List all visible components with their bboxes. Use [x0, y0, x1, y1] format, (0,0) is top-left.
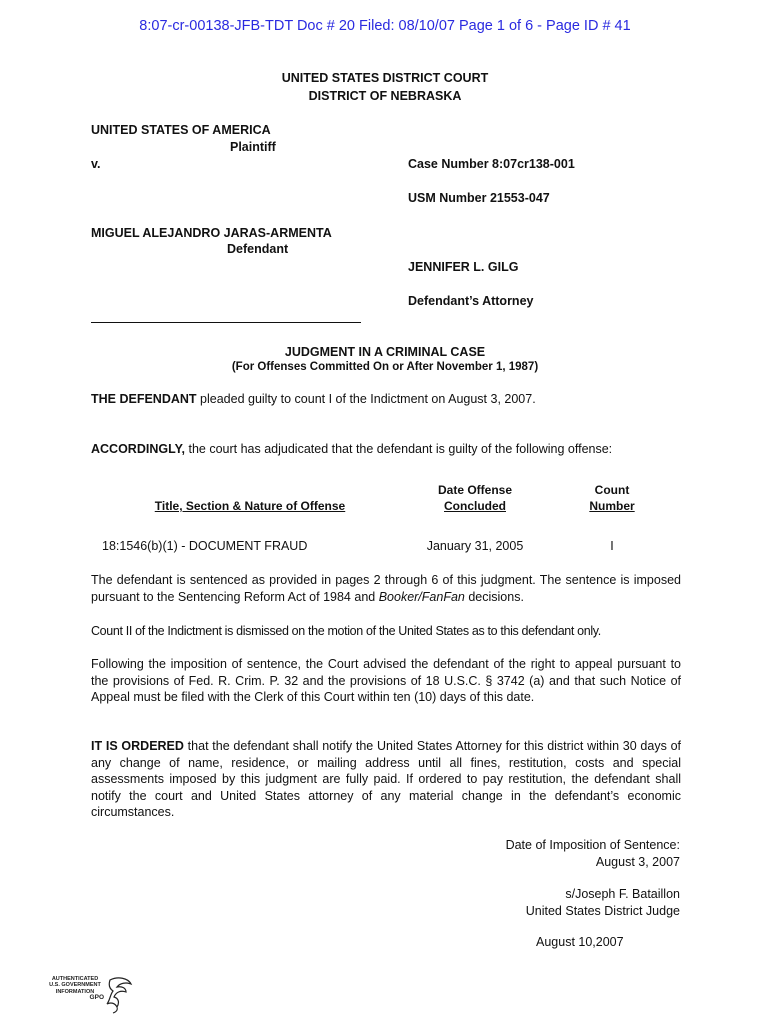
- gpo-logo-line1: AUTHENTICATED: [51, 976, 99, 982]
- plea-lead: THE DEFENDANT: [91, 392, 197, 406]
- judge-title: United States District Judge: [525, 903, 680, 918]
- sentence-text-a: The defendant is sentenced as provided in pages 2 through 6 of this judgment. The sentence is imposed pursuant to the Sentencing Reform Act of 1984 and: [91, 573, 681, 604]
- accordingly-text: the court has adjudicated that the defendant is guilty of the following offense:: [185, 442, 613, 456]
- signature-block: [526, 886, 680, 919]
- sentence-case-name: Booker/FanFan: [378, 589, 465, 604]
- sentence-text-b: decisions.: [464, 589, 524, 604]
- ordered-text: that the defendant shall notify the United States Attorney for this district within 30 days of any change of name, residence, or mailing address until all fines, restitution, costs and special assessments imposed by this judgment are fully paid. If ordered to pay restitution, the defendant shall notify the court and United States attorney of any material change in the defendant’s economic circumstances.: [91, 739, 682, 819]
- table-header-date-line1: Date Offense: [437, 483, 513, 497]
- gpo-logo-line3: INFORMATION: [55, 988, 95, 995]
- plaintiff-name: UNITED STATES OF AMERICA: [91, 123, 271, 137]
- versus-label: v.: [91, 157, 101, 171]
- table-header-date-line2: Concluded: [444, 499, 506, 513]
- judgment-subtitle: (For Offenses Committed On or After November 1, 1987): [231, 361, 539, 373]
- plea-text: pleaded guilty to count I of the Indictment on August 3, 2007.: [196, 392, 536, 406]
- count-ii-paragraph: Count II of the Indictment is dismissed on the motion of the United States as to this defendant only.: [91, 624, 601, 638]
- ordered-lead: IT IS ORDERED: [91, 739, 184, 753]
- imposition-label: Date of Imposition of Sentence:: [505, 838, 680, 852]
- offense-title-cell: 18:1546(b)(1) - DOCUMENT FRAUD: [102, 539, 308, 553]
- eagle-icon: [104, 976, 134, 1014]
- sentence-paragraph: [91, 572, 681, 605]
- gpo-logo-line2: U.S. GOVERNMENT: [49, 982, 101, 989]
- accordingly-lead: ACCORDINGLY,: [91, 442, 185, 456]
- table-header-count-line2: Number: [589, 499, 635, 513]
- table-header-title: [120, 498, 380, 514]
- table-header-title-label: Title, Section & Nature of Offense: [154, 499, 346, 513]
- attorney-role: Defendant’s Attorney: [408, 294, 534, 308]
- appeal-paragraph: Following the imposition of sentence, the Court advised the defendant of the right to appeal pursuant to the provisions of Fed. R. Crim. P. 32 and the provisions of 18 U.S.C. § 3742 (a) and that such Notice of Appeal must be filed with the Clerk of this Court within ten (10) days of this date.: [91, 657, 681, 704]
- case-number: Case Number 8:07cr138-001: [408, 157, 575, 171]
- table-header-count: [570, 482, 654, 514]
- gpo-logo-text: [44, 976, 106, 1002]
- court-name: UNITED STATES DISTRICT COURT: [281, 71, 489, 85]
- court-district: DISTRICT OF NEBRASKA: [308, 89, 462, 103]
- document-header-stamp: 8:07-cr-00138-JFB-TDT Doc # 20 Filed: 08/10/07 Page 1 of 6 - Page ID # 41: [139, 18, 631, 34]
- defendant-name: MIGUEL ALEJANDRO JARAS-ARMENTA: [91, 226, 332, 240]
- offense-date-cell: January 31, 2005: [426, 539, 524, 553]
- ordered-paragraph: [91, 738, 681, 821]
- judgment-title: JUDGMENT IN A CRIMINAL CASE: [284, 345, 486, 359]
- offense-count-cell: I: [610, 539, 614, 553]
- table-header-date: [410, 482, 540, 514]
- accordingly-statement: [91, 442, 612, 456]
- signature-date: August 10,2007: [536, 935, 624, 949]
- usm-number: USM Number 21553-047: [408, 191, 550, 205]
- attorney-name: JENNIFER L. GILG: [408, 260, 519, 274]
- imposition-date: August 3, 2007: [595, 854, 680, 869]
- plaintiff-role: Plaintiff: [230, 140, 276, 154]
- table-header-count-line1: Count: [594, 483, 630, 497]
- judge-signature: s/Joseph F. Bataillon: [565, 887, 680, 901]
- gpo-authentication-logo: [44, 976, 134, 1016]
- gpo-logo-mark: GPO: [89, 994, 104, 1002]
- defendant-role: Defendant: [227, 242, 289, 256]
- imposition-block: [506, 837, 680, 870]
- plea-statement: [91, 392, 536, 406]
- caption-divider: [91, 322, 361, 323]
